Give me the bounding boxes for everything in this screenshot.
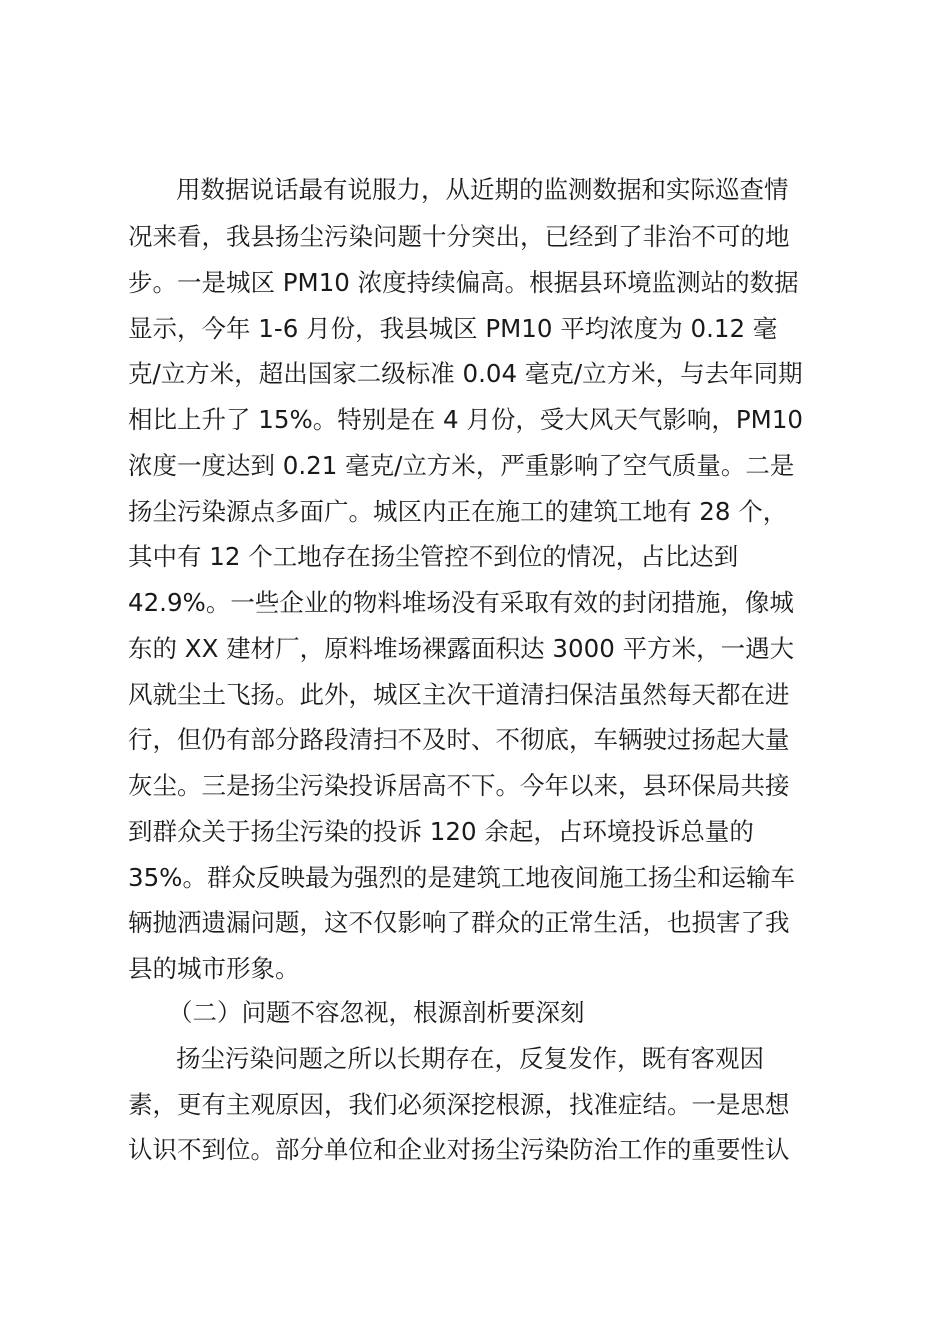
paragraph-line-5: 克/立方米，超出国家二级标准 0.04 毫克/立方米，与去年同期 — [128, 359, 803, 388]
paragraph-line-18: 县的城市形象。 — [128, 954, 300, 983]
paragraph-line-3: 步。一是城区 PM10 浓度持续偏高。根据县环境监测站的数据 — [128, 268, 799, 297]
paragraph-line-6: 相比上升了 15%。特别是在 4 月份，受大风天气影响，PM10 — [128, 405, 803, 434]
paragraph-line-22: 认识不到位。部分单位和企业对扬尘污染防治工作的重要性认 — [128, 1135, 790, 1164]
paragraph-line-21: 素，更有主观原因，我们必须深挖根源，找准症结。一是思想 — [128, 1090, 790, 1119]
paragraph-line-4: 显示，今年 1-6 月份，我县城区 PM10 平均浓度为 0.12 毫 — [128, 314, 778, 343]
paragraph-line-1: 用数据说话最有说服力，从近期的监测数据和实际巡查情 — [176, 175, 789, 204]
paragraph-line-9: 其中有 12 个工地存在扬尘管控不到位的情况，占比达到 — [128, 542, 739, 571]
paragraph-line-17: 辆抛洒遗漏问题，这不仅影响了群众的正常生活，也损害了我 — [128, 908, 790, 937]
paragraph-line-2: 况来看，我县扬尘污染问题十分突出，已经到了非治不可的地 — [128, 222, 790, 251]
paragraph-line-15: 到群众关于扬尘污染的投诉 120 余起，占环境投诉总量的 — [128, 817, 754, 846]
paragraph-line-13: 行，但仍有部分路段清扫不及时、不彻底，车辆驶过扬起大量 — [128, 725, 790, 754]
paragraph-line-12: 风就尘土飞扬。此外，城区主次干道清扫保洁虽然每天都在进 — [128, 680, 790, 709]
paragraph-line-20: 扬尘污染问题之所以长期存在，反复发作，既有客观因 — [176, 1044, 764, 1073]
paragraph-line-10: 42.9%。一些企业的物料堆场没有采取有效的封闭措施，像城 — [128, 588, 794, 617]
paragraph-line-14: 灰尘。三是扬尘污染投诉居高不下。今年以来，县环保局共接 — [128, 771, 790, 800]
paragraph-line-8: 扬尘污染源点多面广。城区内正在施工的建筑工地有 28 个， — [128, 497, 788, 526]
section-heading: （二）问题不容忽视，根源剖析要深刻 — [168, 998, 585, 1027]
paragraph-line-7: 浓度一度达到 0.21 毫克/立方米，严重影响了空气质量。二是 — [128, 451, 795, 480]
paragraph-line-16: 35%。群众反映最为强烈的是建筑工地夜间施工扬尘和运输车 — [128, 863, 795, 892]
paragraph-line-11: 东的 XX 建材厂，原料堆场裸露面积达 3000 平方米，一遇大 — [128, 634, 795, 663]
